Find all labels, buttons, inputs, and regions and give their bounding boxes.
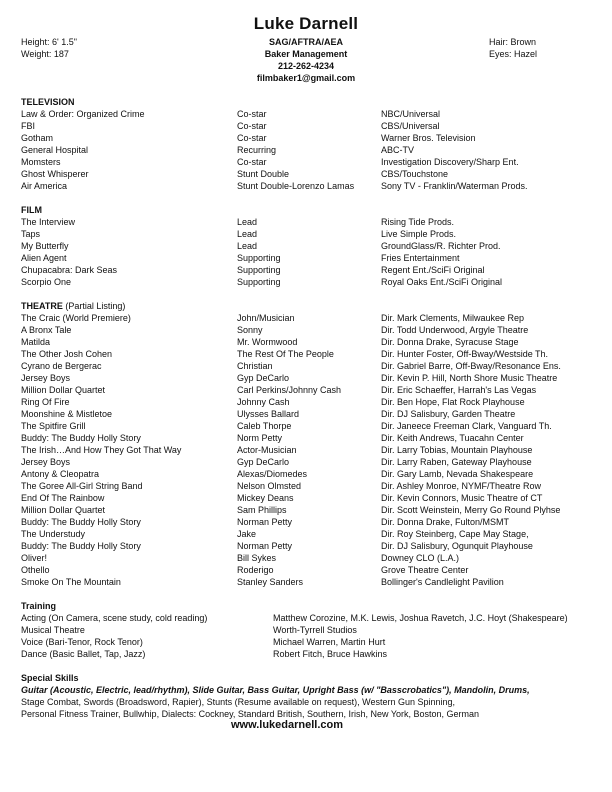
training-row — [21, 612, 596, 624]
theatre-credit-row — [21, 468, 596, 480]
credit-company: Dir. Ben Hope, Flat Rock Playhouse — [381, 397, 525, 407]
training-teachers: Worth-Tyrrell Studios — [273, 625, 357, 635]
credit-role: Gyp DeCarlo — [237, 457, 290, 467]
credit-title: Antony & Cleopatra — [21, 469, 100, 479]
television-section — [21, 96, 596, 192]
credit-title: Othello — [21, 565, 50, 575]
phone-text: 212-262-4234 — [277, 61, 335, 71]
credit-company: GroundGlass/R. Richter Prod. — [381, 241, 501, 251]
credit-role: Sonny — [237, 325, 263, 335]
credit-role: Jake — [237, 529, 257, 539]
theatre-credit-row — [21, 312, 596, 324]
theatre-credit-row — [21, 552, 596, 564]
credit-role: Sam Phillips — [237, 505, 287, 515]
height-text: Height: 6' 1.5" — [21, 37, 77, 47]
credit-role: Mickey Deans — [237, 493, 294, 503]
credit-title: Cyrano de Bergerac — [21, 361, 102, 371]
hair-text: Hair: Brown — [489, 37, 537, 47]
credit-role: Ulysses Ballard — [237, 409, 300, 419]
skills-line-3: Personal Fitness Trainer, Bullwhip, Dialects: Cockney, Standard British, Southern, Irish, New York, Boston, German — [21, 709, 480, 719]
training-teachers: Matthew Corozine, M.K. Lewis, Joshua Ravetch, J.C. Hoyt (Shakespeare) — [273, 613, 568, 623]
actor-name: Luke Darnell — [253, 14, 359, 33]
credit-company: Dir. Scott Weinstein, Merry Go Round Plyhse — [381, 505, 561, 515]
training-subject: Voice (Bari-Tenor, Rock Tenor) — [21, 637, 143, 647]
credit-company: Fries Entertainment — [381, 253, 460, 263]
training-teachers: Robert Fitch, Bruce Hawkins — [273, 649, 388, 659]
website-link[interactable]: www.lukedarnell.com — [230, 719, 344, 731]
credit-title: Million Dollar Quartet — [21, 385, 106, 395]
credit-role: The Rest Of The People — [237, 349, 334, 359]
credit-title: The Understudy — [21, 529, 86, 539]
training-teachers: Michael Warren, Martin Hurt — [273, 637, 386, 647]
theatre-credit-row — [21, 336, 596, 348]
credit-company: NBC/Universal — [381, 109, 441, 119]
email-text: filmbaker1@gmail.com — [256, 73, 356, 83]
theatre-credit-row — [21, 516, 596, 528]
credit-company: Dir. Gabriel Barre, Off-Bway/Resonance Ens. — [381, 361, 561, 371]
weight-text: Weight: 187 — [21, 49, 69, 59]
skills-music: Guitar (Acoustic, Electric, lead/rhythm), Slide Guitar, Bass Guitar, Upright Bass (w/ "Basscrobatics"), Mandolin, Drums, — [21, 685, 530, 695]
credit-role: Supporting — [237, 253, 281, 263]
credit-title: Ring Of Fire — [21, 397, 70, 407]
credit-company: Live Simple Prods. — [381, 229, 457, 239]
credit-company: Bollinger's Candlelight Pavilion — [381, 577, 504, 587]
credit-company: Dir. Keith Andrews, Tuacahn Center — [381, 433, 524, 443]
theatre-credit-row — [21, 444, 596, 456]
credit-title: Alien Agent — [21, 253, 67, 263]
credit-company: Downey CLO (L.A.) — [381, 553, 460, 563]
credit-title: The Interview — [21, 217, 76, 227]
training-row — [21, 624, 596, 636]
credit-title: End Of The Rainbow — [21, 493, 105, 503]
credit-company: Dir. Hunter Foster, Off-Bway/Westside Th. — [381, 349, 549, 359]
credit-role: Recurring — [237, 145, 277, 155]
credit-role: Bill Sykes — [237, 553, 277, 563]
credit-role: Mr. Wormwood — [237, 337, 298, 347]
credit-title: Chupacabra: Dark Seas — [21, 265, 118, 275]
credit-role: Norman Petty — [237, 541, 293, 551]
theatre-credit-row — [21, 480, 596, 492]
theatre-credit-row — [21, 540, 596, 552]
credit-role: Lead — [237, 229, 258, 239]
credit-title: Taps — [21, 229, 41, 239]
credit-company: Royal Oaks Ent./SciFi Original — [381, 277, 503, 287]
training-subject: Dance (Basic Ballet, Tap, Jazz) — [21, 649, 146, 659]
theatre-credit-row — [21, 432, 596, 444]
theatre-credit-row — [21, 360, 596, 372]
credit-role: Co-star — [237, 157, 267, 167]
credit-title: A Bronx Tale — [21, 325, 72, 335]
film-credit-row — [21, 276, 596, 288]
credit-company: Dir. Janeece Freeman Clark, Vanguard Th. — [381, 421, 552, 431]
theatre-heading — [21, 300, 596, 312]
credit-role: Lead — [237, 241, 258, 251]
credit-role: Co-star — [237, 121, 267, 131]
credit-company: Dir. Eric Schaeffer, Harrah's Las Vegas — [381, 385, 537, 395]
credit-title: Jersey Boys — [21, 373, 71, 383]
credit-company: Dir. Donna Drake, Fulton/MSMT — [381, 517, 510, 527]
theatre-credit-row — [21, 456, 596, 468]
theatre-credit-row — [21, 384, 596, 396]
theatre-list — [21, 312, 596, 588]
theatre-credit-row — [21, 408, 596, 420]
theatre-credit-row — [21, 564, 596, 576]
credit-title: Air America — [21, 181, 68, 191]
television-credit-row — [21, 132, 596, 144]
credit-role: Stunt Double — [237, 169, 290, 179]
television-heading: TELEVISION — [21, 97, 75, 107]
credit-company: Dir. Kevin Connors, Music Theatre of CT — [381, 493, 543, 503]
training-row — [21, 648, 596, 660]
theatre-credit-row — [21, 348, 596, 360]
training-section — [21, 600, 596, 660]
credit-title: Jersey Boys — [21, 457, 71, 467]
credit-role: Gyp DeCarlo — [237, 373, 290, 383]
training-row — [21, 636, 596, 648]
credit-title: General Hospital — [21, 145, 89, 155]
credit-company: Dir. Donna Drake, Syracuse Stage — [381, 337, 519, 347]
credit-title: Moonshine & Mistletoe — [21, 409, 113, 419]
credit-title: Buddy: The Buddy Holly Story — [21, 517, 141, 527]
credit-role: Supporting — [237, 265, 281, 275]
credit-title: The Other Josh Cohen — [21, 349, 113, 359]
credit-title: Matilda — [21, 337, 51, 347]
theatre-credit-row — [21, 504, 596, 516]
theatre-section — [21, 300, 596, 588]
credit-title: Momsters — [21, 157, 61, 167]
credit-role: Stunt Double-Lorenzo Lamas — [237, 181, 355, 191]
credit-title: My Butterfly — [21, 241, 69, 251]
credit-company: Rising Tide Prods. — [381, 217, 455, 227]
television-credit-row — [21, 168, 596, 180]
unions-text: SAG/AFTRA/AEA — [269, 37, 343, 47]
skills-heading: Special Skills — [21, 673, 79, 683]
credit-role: Caleb Thorpe — [237, 421, 292, 431]
film-section — [21, 204, 596, 288]
credit-title: Million Dollar Quartet — [21, 505, 106, 515]
credit-role: John/Musician — [237, 313, 295, 323]
credit-role: Lead — [237, 217, 258, 227]
television-credit-row — [21, 108, 596, 120]
credit-role: Co-star — [237, 133, 267, 143]
television-credit-row — [21, 180, 596, 192]
credit-role: Christian — [237, 361, 273, 371]
credit-role: Roderigo — [237, 565, 274, 575]
credit-title: Scorpio One — [21, 277, 72, 287]
credit-company: Investigation Discovery/Sharp Ent. — [381, 157, 519, 167]
film-credit-row — [21, 252, 596, 264]
film-credit-row — [21, 264, 596, 276]
film-list — [21, 216, 596, 288]
credit-role: Alexas/Diomedes — [237, 469, 308, 479]
credit-title: The Goree All-Girl String Band — [21, 481, 143, 491]
film-credit-row — [21, 228, 596, 240]
skills-line-2: Stage Combat, Swords (Broadsword, Rapier), Stunts (Resume available on request), Western Gun Spinning, — [21, 697, 456, 707]
credit-company: Regent Ent./SciFi Original — [381, 265, 485, 275]
theatre-credit-row — [21, 528, 596, 540]
credit-role: Johnny Cash — [237, 397, 290, 407]
credit-company: Dir. DJ Salisbury, Ogunquit Playhouse — [381, 541, 533, 551]
training-subject: Acting (On Camera, scene study, cold reading) — [21, 613, 208, 623]
theatre-heading-title: THEATRE — [21, 301, 63, 311]
credit-title: Smoke On The Mountain — [21, 577, 121, 587]
credit-company: Grove Theatre Center — [381, 565, 469, 575]
credit-title: Buddy: The Buddy Holly Story — [21, 433, 141, 443]
credit-title: Law & Order: Organized Crime — [21, 109, 145, 119]
credit-company: ABC-TV — [381, 145, 415, 155]
credit-title: Gotham — [21, 133, 54, 143]
credit-role: Norman Petty — [237, 517, 293, 527]
training-list — [21, 612, 596, 660]
theatre-credit-row — [21, 420, 596, 432]
credit-role: Stanley Sanders — [237, 577, 304, 587]
credit-company: Dir. Roy Steinberg, Cape May Stage, — [381, 529, 529, 539]
television-credit-row — [21, 144, 596, 156]
credit-title: The Craic (World Premiere) — [21, 313, 131, 323]
credit-company: Dir. Gary Lamb, Nevada Shakespeare — [381, 469, 534, 479]
credit-company: Warner Bros. Television — [381, 133, 476, 143]
credit-title: The Spitfire Grill — [21, 421, 86, 431]
credit-company: Dir. Mark Clements, Milwaukee Rep — [381, 313, 525, 323]
training-subject: Musical Theatre — [21, 625, 85, 635]
credit-role: Actor-Musician — [237, 445, 297, 455]
credit-company: Dir. Todd Underwood, Argyle Theatre — [381, 325, 529, 335]
credit-title: FBI — [21, 121, 36, 131]
credit-title: The Irish…And How They Got That Way — [21, 445, 182, 455]
credit-title: Ghost Whisperer — [21, 169, 89, 179]
management-text: Baker Management — [264, 49, 348, 59]
television-credit-row — [21, 156, 596, 168]
training-heading: Training — [21, 601, 57, 611]
credit-role: Nelson Olmsted — [237, 481, 302, 491]
credit-company: Dir. Larry Raben, Gateway Playhouse — [381, 457, 532, 467]
credit-title: Buddy: The Buddy Holly Story — [21, 541, 141, 551]
credit-company: Dir. Larry Tobias, Mountain Playhouse — [381, 445, 533, 455]
credit-role: Supporting — [237, 277, 281, 287]
credit-title: Oliver! — [21, 553, 48, 563]
theatre-credit-row — [21, 396, 596, 408]
credit-company: Sony TV - Franklin/Waterman Prods. — [381, 181, 528, 191]
credit-role: Carl Perkins/Johnny Cash — [237, 385, 342, 395]
physical-stats-right — [489, 36, 537, 60]
theatre-credit-row — [21, 576, 596, 588]
credit-company: CBS/Universal — [381, 121, 440, 131]
theatre-credit-row — [21, 492, 596, 504]
skills-section — [21, 672, 596, 720]
credit-role: Co-star — [237, 109, 267, 119]
eyes-text: Eyes: Hazel — [489, 49, 538, 59]
film-heading: FILM — [21, 205, 42, 215]
credit-role: Norm Petty — [237, 433, 283, 443]
television-list — [21, 108, 596, 192]
theatre-heading-note: (Partial Listing) — [65, 301, 126, 311]
film-credit-row — [21, 216, 596, 228]
credit-company: Dir. DJ Salisbury, Garden Theatre — [381, 409, 516, 419]
theatre-credit-row — [21, 324, 596, 336]
theatre-credit-row — [21, 372, 596, 384]
credit-company: Dir. Ashley Monroe, NYMF/Theatre Row — [381, 481, 542, 491]
film-credit-row — [21, 240, 596, 252]
credit-company: Dir. Kevin P. Hill, North Shore Music Theatre — [381, 373, 558, 383]
television-credit-row — [21, 120, 596, 132]
credit-company: CBS/Touchstone — [381, 169, 449, 179]
